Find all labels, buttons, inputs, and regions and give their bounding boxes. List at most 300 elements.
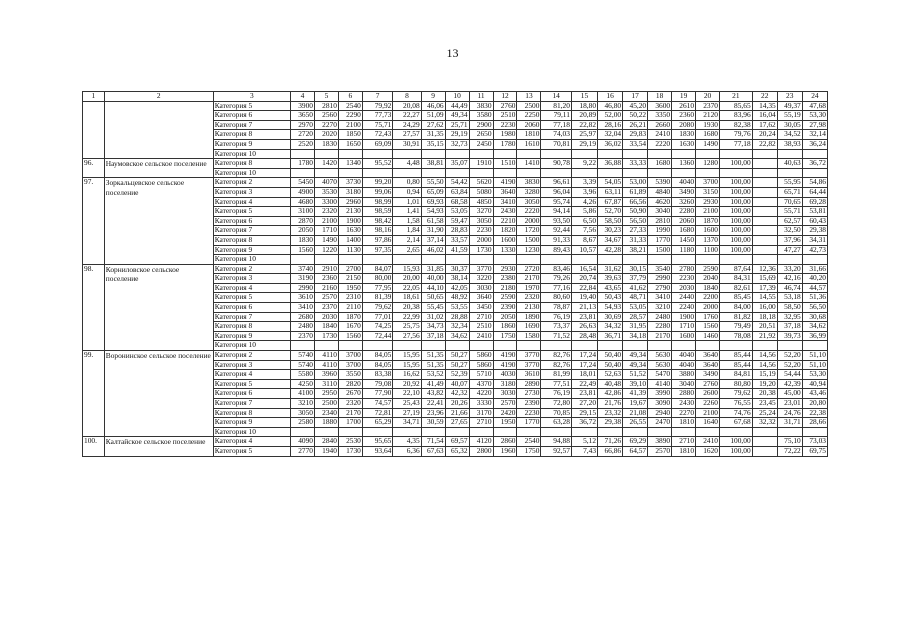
value-cell <box>752 207 777 217</box>
column-number-cell: 18 <box>648 92 672 102</box>
value-cell <box>720 255 753 265</box>
value-cell: 1860 <box>493 322 517 332</box>
value-cell: 1780 <box>493 139 517 149</box>
value-cell: 3600 <box>648 101 672 111</box>
value-cell: 1650 <box>338 139 362 149</box>
category-cell: Категория 6 <box>213 389 290 399</box>
value-cell: 45,20 <box>623 101 648 111</box>
value-cell: 18,01 <box>571 370 597 380</box>
value-cell: 1840 <box>696 283 720 293</box>
value-cell: 21,13 <box>571 303 597 313</box>
value-cell: 2930 <box>696 197 720 207</box>
value-cell <box>393 255 421 265</box>
value-cell: 3350 <box>648 111 672 121</box>
value-cell: 4900 <box>291 187 315 197</box>
value-cell <box>672 168 696 178</box>
value-cell: 1830 <box>672 130 696 140</box>
value-cell: 3650 <box>291 111 315 121</box>
value-cell <box>802 255 827 265</box>
value-cell: 100,00 <box>720 207 753 217</box>
value-cell: 84,31 <box>720 274 753 284</box>
value-cell: 42,73 <box>802 245 827 255</box>
value-cell: 2730 <box>517 389 541 399</box>
category-cell: Категория 3 <box>213 187 290 197</box>
value-cell: 20,38 <box>393 303 421 313</box>
value-cell: 1560 <box>291 245 315 255</box>
value-cell: 3040 <box>648 207 672 217</box>
value-cell: 2130 <box>517 303 541 313</box>
value-cell: 1770 <box>517 418 541 428</box>
value-cell: 39,63 <box>598 274 623 284</box>
value-cell: 40,63 <box>777 159 802 169</box>
value-cell: 42,28 <box>598 245 623 255</box>
value-cell: 3410 <box>291 303 315 313</box>
value-cell <box>469 427 493 437</box>
value-cell: 5630 <box>648 360 672 370</box>
value-cell: 2100 <box>314 216 338 226</box>
value-cell <box>445 427 469 437</box>
settlement-name: Зоркальцевское сельское поселение <box>104 178 213 264</box>
value-cell: 16,62 <box>393 370 421 380</box>
value-cell <box>421 341 445 351</box>
value-cell: 100,00 <box>720 197 753 207</box>
value-cell: 74,03 <box>541 130 571 140</box>
value-cell <box>291 149 315 159</box>
value-cell: 30,37 <box>445 264 469 274</box>
value-cell: 2540 <box>517 437 541 447</box>
value-cell: 23,01 <box>777 399 802 409</box>
value-cell: 78,08 <box>720 331 753 341</box>
value-cell: 67,68 <box>720 418 753 428</box>
value-cell: 79,26 <box>541 274 571 284</box>
value-cell: 3580 <box>469 111 493 121</box>
value-cell: 80,80 <box>720 379 753 389</box>
value-cell: 2110 <box>338 303 362 313</box>
value-cell <box>720 341 753 351</box>
value-cell: 81,20 <box>541 101 571 111</box>
value-cell: 2000 <box>696 303 720 313</box>
value-cell: 4220 <box>469 389 493 399</box>
value-cell: 2,65 <box>393 245 421 255</box>
value-cell: 34,73 <box>421 322 445 332</box>
value-cell: 46,74 <box>777 283 802 293</box>
page-number: 13 <box>446 46 459 60</box>
value-cell: 49,34 <box>623 360 648 370</box>
value-cell: 4190 <box>493 351 517 361</box>
value-cell: 2910 <box>314 264 338 274</box>
value-cell: 1690 <box>517 322 541 332</box>
value-cell: 19,20 <box>752 379 777 389</box>
value-cell: 1930 <box>696 120 720 130</box>
value-cell: 22,84 <box>571 283 597 293</box>
value-cell: 3490 <box>672 187 696 197</box>
value-cell: 7,56 <box>571 226 597 236</box>
value-cell: 2780 <box>672 264 696 274</box>
value-cell: 1,58 <box>393 216 421 226</box>
column-number-cell: 13 <box>517 92 541 102</box>
value-cell <box>517 149 541 159</box>
value-cell: 37,96 <box>777 235 802 245</box>
settlement-name: Корниловское сельское поселение <box>104 264 213 350</box>
value-cell: 4100 <box>291 389 315 399</box>
value-cell: 4680 <box>291 197 315 207</box>
value-cell: 1830 <box>291 235 315 245</box>
value-cell: 66,56 <box>623 197 648 207</box>
value-cell <box>362 149 392 159</box>
value-cell: 2660 <box>648 120 672 130</box>
value-cell: 1720 <box>517 226 541 236</box>
value-cell: 31,71 <box>777 418 802 428</box>
value-cell: 2040 <box>696 274 720 284</box>
value-cell: 14,56 <box>752 351 777 361</box>
value-cell: 1420 <box>314 159 338 169</box>
value-cell: 29,19 <box>445 130 469 140</box>
value-cell: 36,71 <box>598 331 623 341</box>
value-cell: 1710 <box>314 226 338 236</box>
value-cell: 1810 <box>672 418 696 428</box>
value-cell: 2610 <box>672 101 696 111</box>
value-cell: 37,14 <box>421 235 445 245</box>
value-cell: 52,39 <box>445 370 469 380</box>
value-cell: 2510 <box>469 322 493 332</box>
category-cell: Категория 8 <box>213 159 290 169</box>
category-cell: Категория 10 <box>213 427 290 437</box>
value-cell: 4110 <box>314 360 338 370</box>
column-number-cell: 11 <box>469 92 493 102</box>
value-cell: 1680 <box>648 159 672 169</box>
value-cell: 2320 <box>517 293 541 303</box>
value-cell: 100,00 <box>720 216 753 226</box>
value-cell: 15,69 <box>752 274 777 284</box>
category-cell: Категория 5 <box>213 207 290 217</box>
value-cell: 1990 <box>648 226 672 236</box>
value-cell: 36,24 <box>802 139 827 149</box>
value-cell <box>338 341 362 351</box>
value-cell: 1940 <box>314 446 338 456</box>
value-cell <box>598 168 623 178</box>
value-cell: 3540 <box>648 264 672 274</box>
value-cell: 3830 <box>469 101 493 111</box>
value-cell: 2970 <box>291 120 315 130</box>
value-cell: 3220 <box>469 274 493 284</box>
value-cell: 43,46 <box>802 389 827 399</box>
value-cell: 2390 <box>493 303 517 313</box>
value-cell: 63,11 <box>598 187 623 197</box>
value-cell: 98,42 <box>362 216 392 226</box>
value-cell: 2710 <box>469 312 493 322</box>
value-cell: 70,85 <box>541 408 571 418</box>
value-cell: 31,66 <box>802 264 827 274</box>
value-cell: 41,39 <box>623 389 648 399</box>
value-cell: 1330 <box>493 245 517 255</box>
value-cell: 1680 <box>696 130 720 140</box>
value-cell: 2760 <box>493 101 517 111</box>
value-cell <box>752 226 777 236</box>
value-cell: 52,63 <box>598 370 623 380</box>
value-cell: 2370 <box>696 101 720 111</box>
value-cell: 24,76 <box>777 408 802 418</box>
value-cell <box>517 341 541 351</box>
value-cell: 52,20 <box>777 360 802 370</box>
value-cell: 1400 <box>338 235 362 245</box>
value-cell: 23,96 <box>421 408 445 418</box>
value-cell: 3740 <box>291 264 315 274</box>
value-cell: 4120 <box>469 437 493 447</box>
value-cell: 64,44 <box>802 187 827 197</box>
value-cell: 91,33 <box>541 235 571 245</box>
value-cell: 53,00 <box>623 178 648 188</box>
value-cell: 2210 <box>493 216 517 226</box>
value-cell: 3050 <box>291 408 315 418</box>
value-cell: 31,62 <box>598 264 623 274</box>
value-cell <box>752 159 777 169</box>
value-cell: 42,32 <box>445 389 469 399</box>
value-cell: 2440 <box>672 293 696 303</box>
value-cell: 76,19 <box>541 389 571 399</box>
value-cell: 1870 <box>696 216 720 226</box>
value-cell: 40,94 <box>802 379 827 389</box>
value-cell: 77,51 <box>541 379 571 389</box>
value-cell: 2000 <box>469 235 493 245</box>
value-cell <box>623 341 648 351</box>
value-cell: 1750 <box>493 331 517 341</box>
value-cell: 2950 <box>314 389 338 399</box>
value-cell: 1,01 <box>393 197 421 207</box>
value-cell <box>291 255 315 265</box>
column-number-cell: 20 <box>696 92 720 102</box>
value-cell: 4850 <box>469 197 493 207</box>
value-cell: 1830 <box>314 139 338 149</box>
value-cell: 4,35 <box>393 437 421 447</box>
settlement-name: Воронинское сельское поселение <box>104 351 213 437</box>
value-cell: 100,00 <box>720 235 753 245</box>
value-cell: 54,44 <box>777 370 802 380</box>
table-row <box>83 159 828 169</box>
value-cell: 1130 <box>338 245 362 255</box>
value-cell: 81,82 <box>720 312 753 322</box>
value-cell <box>314 341 338 351</box>
value-cell: 30,59 <box>421 418 445 428</box>
value-cell: 29,15 <box>571 408 597 418</box>
value-cell <box>672 341 696 351</box>
value-cell: 2390 <box>517 399 541 409</box>
value-cell: 76,19 <box>541 312 571 322</box>
category-cell: Категория 2 <box>213 351 290 361</box>
value-cell: 38,93 <box>777 139 802 149</box>
value-cell: 20,51 <box>752 322 777 332</box>
category-cell: Категория 4 <box>213 283 290 293</box>
value-cell <box>696 149 720 159</box>
value-cell: 23,81 <box>571 389 597 399</box>
value-cell: 2480 <box>648 312 672 322</box>
value-cell: 69,93 <box>421 197 445 207</box>
value-cell: 36,88 <box>598 159 623 169</box>
value-cell: 3490 <box>696 370 720 380</box>
value-cell <box>752 427 777 437</box>
value-cell: 20,74 <box>571 274 597 284</box>
value-cell: 50,43 <box>598 293 623 303</box>
value-cell: 2370 <box>314 303 338 313</box>
value-cell: 17,24 <box>571 360 597 370</box>
category-cell: Категория 7 <box>213 312 290 322</box>
column-number-cell: 21 <box>720 92 753 102</box>
value-cell: 42,39 <box>777 379 802 389</box>
value-cell: 9,22 <box>571 159 597 169</box>
value-cell: 37,18 <box>421 331 445 341</box>
value-cell: 98,59 <box>362 207 392 217</box>
value-cell: 89,43 <box>541 245 571 255</box>
value-cell <box>541 341 571 351</box>
value-cell: 31,35 <box>421 130 445 140</box>
value-cell: 3190 <box>291 274 315 284</box>
value-cell: 2480 <box>291 322 315 332</box>
value-cell: 34,52 <box>777 130 802 140</box>
value-cell: 21,08 <box>623 408 648 418</box>
value-cell: 1,84 <box>393 226 421 236</box>
value-cell: 2870 <box>291 216 315 226</box>
value-cell: 3640 <box>493 187 517 197</box>
value-cell: 2530 <box>338 437 362 447</box>
value-cell <box>752 446 777 456</box>
value-cell: 90,78 <box>541 159 571 169</box>
value-cell: 16,00 <box>752 303 777 313</box>
value-cell <box>623 149 648 159</box>
category-cell: Категория 8 <box>213 235 290 245</box>
value-cell <box>752 149 777 159</box>
column-number-cell: 22 <box>752 92 777 102</box>
value-cell: 53,55 <box>445 303 469 313</box>
value-cell <box>648 168 672 178</box>
value-cell <box>571 341 597 351</box>
value-cell: 15,93 <box>393 264 421 274</box>
table-row <box>83 437 828 447</box>
value-cell: 5860 <box>469 360 493 370</box>
value-cell: 27,57 <box>393 130 421 140</box>
value-cell: 2760 <box>696 379 720 389</box>
value-cell: 80,00 <box>362 274 392 284</box>
value-cell: 75,71 <box>362 120 392 130</box>
value-cell: 72,44 <box>362 331 392 341</box>
value-cell: 49,37 <box>777 101 802 111</box>
value-cell: 5740 <box>291 360 315 370</box>
category-cell: Категория 8 <box>213 130 290 140</box>
value-cell: 50,40 <box>598 360 623 370</box>
table-row <box>83 101 828 111</box>
value-cell: 74,57 <box>362 399 392 409</box>
value-cell: 1710 <box>672 322 696 332</box>
value-cell: 4040 <box>672 178 696 188</box>
value-cell: 3770 <box>517 360 541 370</box>
value-cell <box>752 187 777 197</box>
value-cell: 2370 <box>291 331 315 341</box>
value-cell: 2500 <box>314 399 338 409</box>
value-cell: 50,90 <box>623 207 648 217</box>
value-cell: 44,10 <box>421 283 445 293</box>
value-cell: 42,86 <box>598 389 623 399</box>
value-cell: 3730 <box>338 178 362 188</box>
value-cell: 2990 <box>291 283 315 293</box>
value-cell: 51,35 <box>421 360 445 370</box>
value-cell: 1180 <box>672 245 696 255</box>
value-cell: 65,29 <box>362 418 392 428</box>
value-cell: 3040 <box>672 379 696 389</box>
value-cell: 45,00 <box>777 389 802 399</box>
value-cell: 10,57 <box>571 245 597 255</box>
value-cell: 4030 <box>493 370 517 380</box>
category-cell: Категория 10 <box>213 149 290 159</box>
column-number-cell: 19 <box>672 92 696 102</box>
value-cell: 59,47 <box>445 216 469 226</box>
value-cell <box>623 168 648 178</box>
value-cell: 16,04 <box>752 111 777 121</box>
value-cell: 2120 <box>696 111 720 121</box>
value-cell: 33,54 <box>623 139 648 149</box>
value-cell: 55,50 <box>421 178 445 188</box>
value-cell: 50,40 <box>598 351 623 361</box>
value-cell: 24,29 <box>393 120 421 130</box>
value-cell: 2320 <box>338 399 362 409</box>
value-cell <box>696 427 720 437</box>
category-cell: Категория 5 <box>213 379 290 389</box>
value-cell: 16,54 <box>571 264 597 274</box>
value-cell: 56,50 <box>802 303 827 313</box>
value-cell <box>493 341 517 351</box>
column-number-cell: 15 <box>571 92 597 102</box>
value-cell: 4140 <box>648 379 672 389</box>
value-cell: 1580 <box>517 331 541 341</box>
value-cell: 15,95 <box>393 360 421 370</box>
value-cell: 1500 <box>517 235 541 245</box>
column-number-cell: 17 <box>623 92 648 102</box>
value-cell: 50,27 <box>445 351 469 361</box>
value-cell: 2250 <box>517 111 541 121</box>
value-cell: 2160 <box>314 283 338 293</box>
value-cell: 66,86 <box>598 446 623 456</box>
value-cell: 2410 <box>696 437 720 447</box>
value-cell: 2590 <box>696 264 720 274</box>
value-cell: 2930 <box>493 264 517 274</box>
value-cell: 29,38 <box>802 226 827 236</box>
value-cell: 32,14 <box>802 130 827 140</box>
value-cell: 98,16 <box>362 226 392 236</box>
value-cell: 53,05 <box>623 303 648 313</box>
value-cell: 3100 <box>291 207 315 217</box>
value-cell: 93,64 <box>362 446 392 456</box>
value-cell: 25,71 <box>445 120 469 130</box>
value-cell: 2560 <box>314 111 338 121</box>
value-cell: 4,26 <box>571 197 597 207</box>
value-cell <box>752 341 777 351</box>
value-cell <box>291 427 315 437</box>
value-cell: 1820 <box>493 226 517 236</box>
value-cell <box>598 427 623 437</box>
value-cell: 3610 <box>517 370 541 380</box>
value-cell: 1560 <box>696 322 720 332</box>
table-row <box>83 351 828 361</box>
settlement-number <box>83 101 105 159</box>
value-cell: 64,57 <box>623 446 648 456</box>
value-cell: 20,92 <box>393 379 421 389</box>
value-cell: 43,65 <box>598 283 623 293</box>
value-cell: 1900 <box>338 216 362 226</box>
value-cell <box>648 255 672 265</box>
value-cell: 29,19 <box>571 139 597 149</box>
value-cell: 54,93 <box>421 207 445 217</box>
value-cell: 5080 <box>469 187 493 197</box>
value-cell: 98,99 <box>362 197 392 207</box>
value-cell: 1760 <box>696 312 720 322</box>
value-cell: 55,71 <box>777 207 802 217</box>
